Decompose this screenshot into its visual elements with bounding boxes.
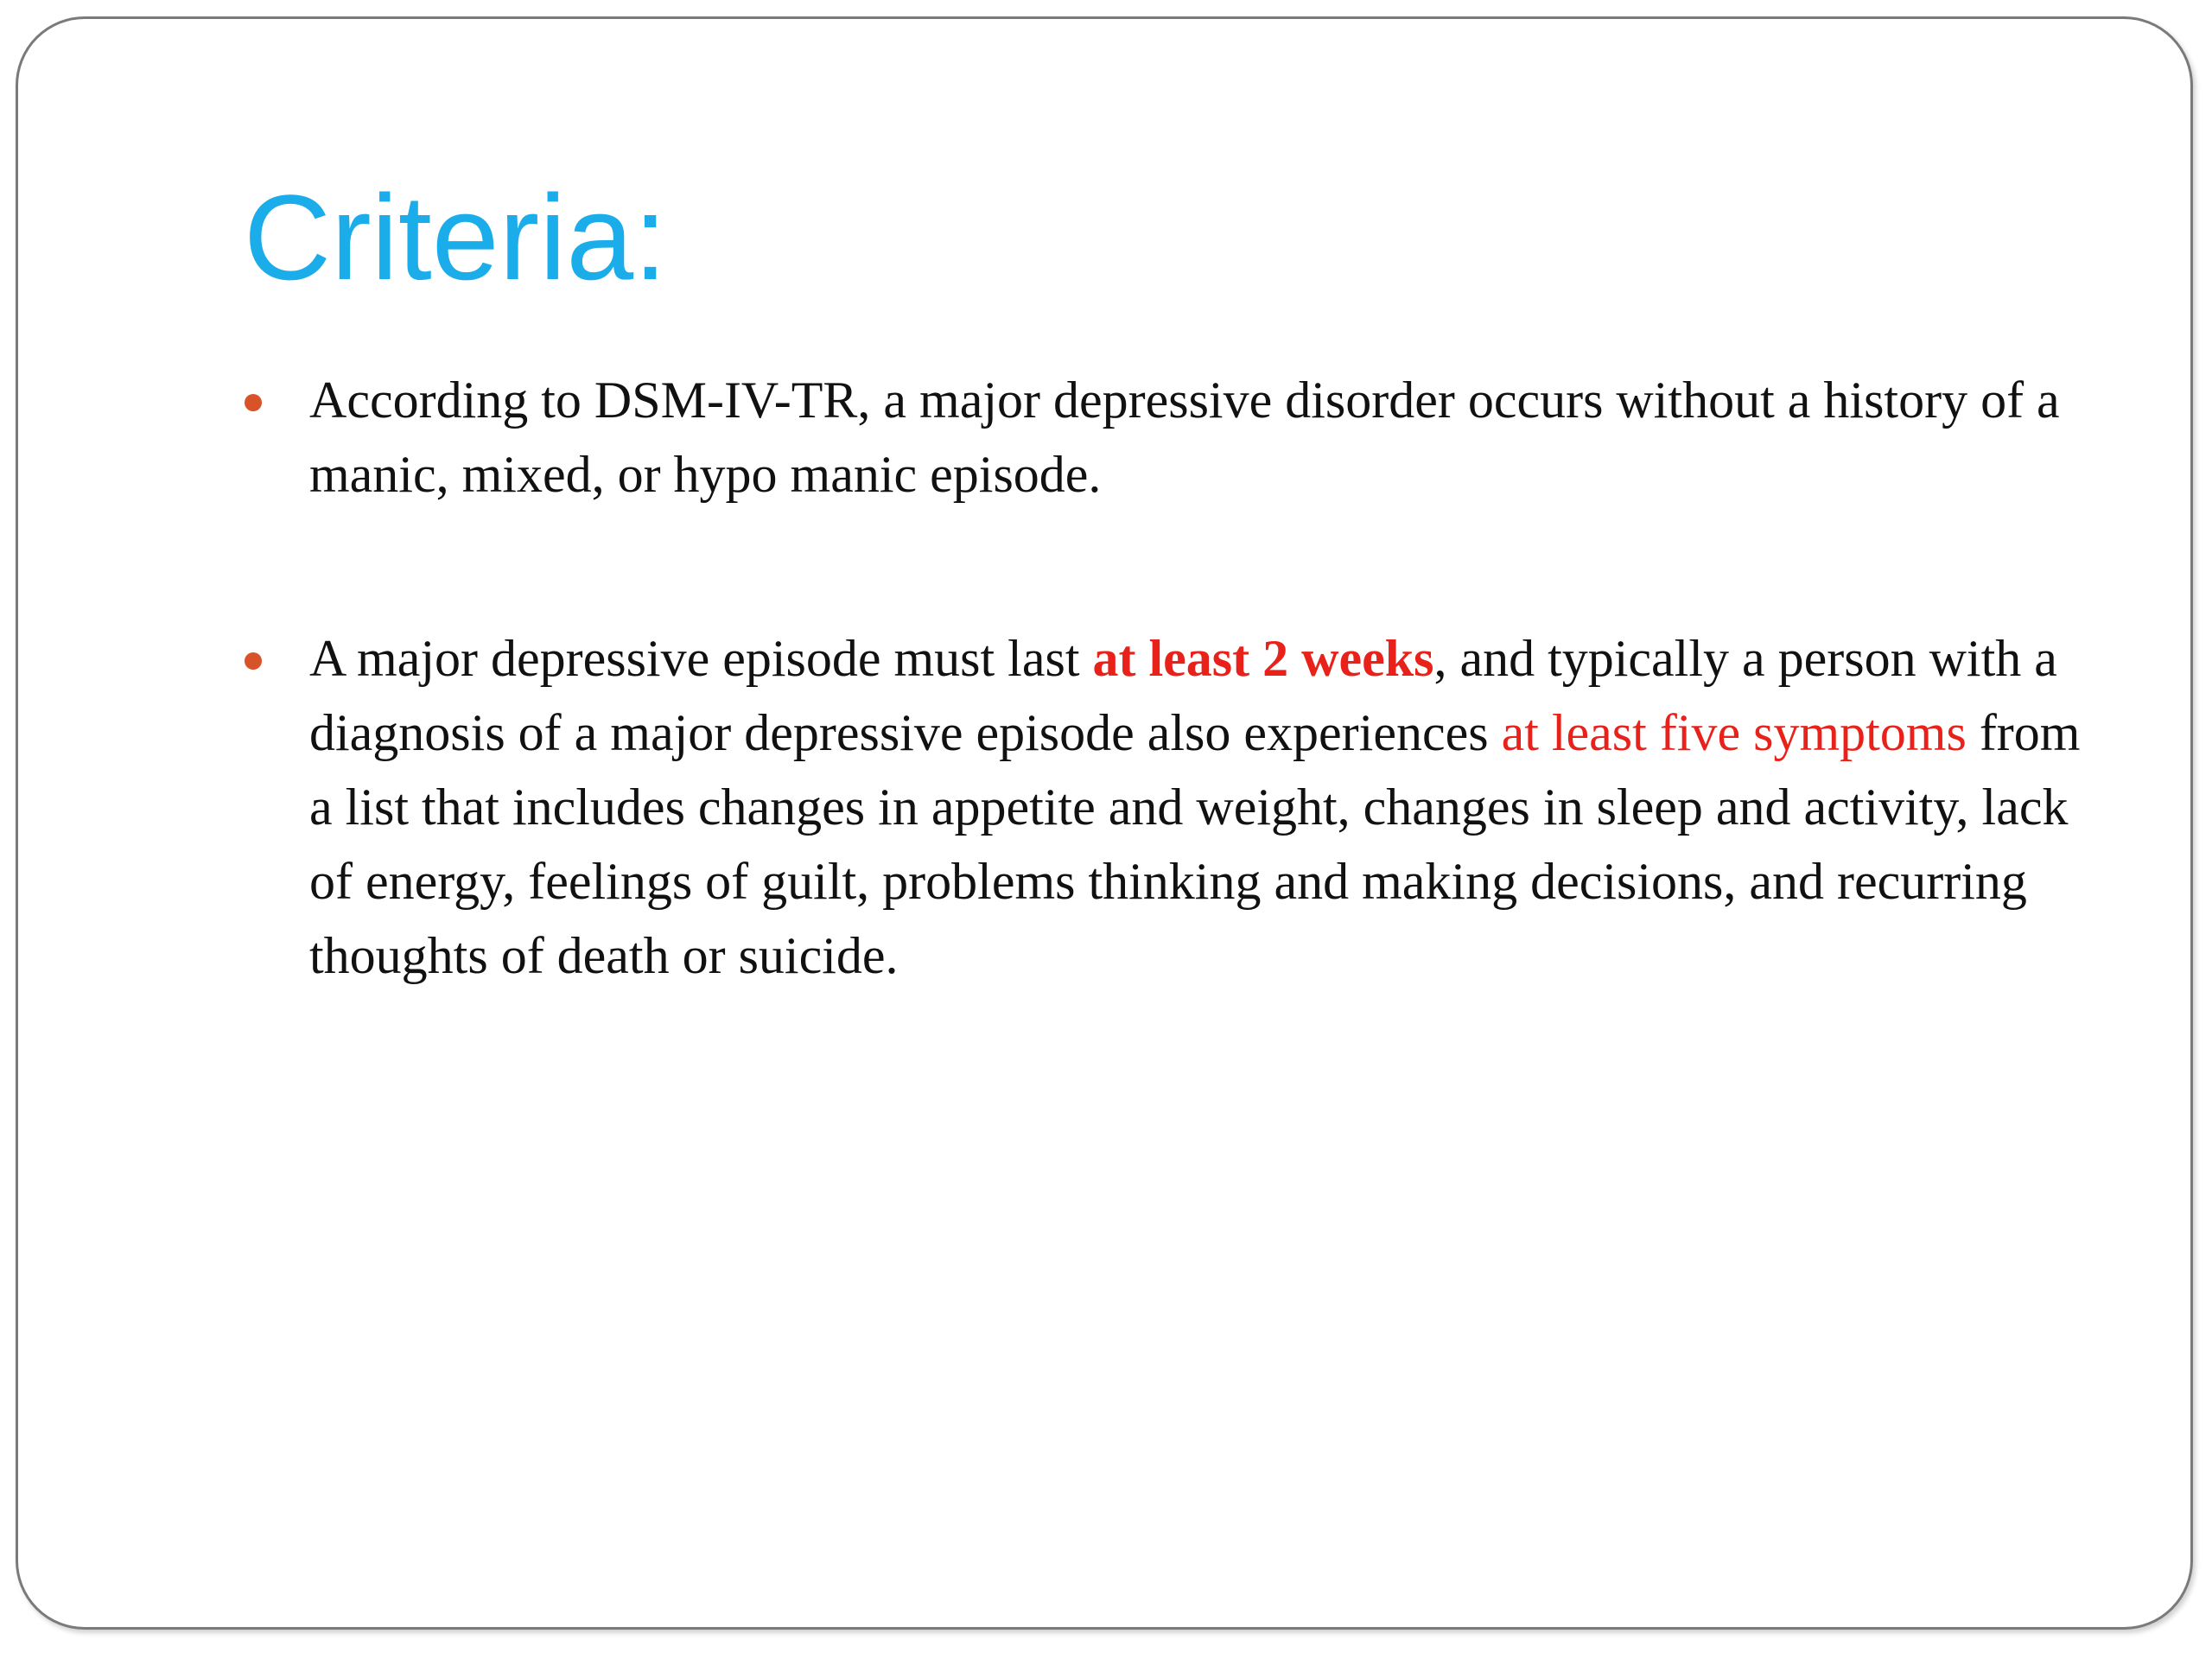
- bullet-text: A major depressive episode must last: [309, 630, 1093, 687]
- bullet-dot-icon: [245, 394, 262, 411]
- bullet-list: [309, 363, 2111, 993]
- bullet-text: According to DSM-IV-TR, a major depressive disorder occurs without a history of a manic, mixed, or hypo manic episode.: [309, 372, 2060, 503]
- bullet-text: , and typically a person with a diagnosis of a major depressive episode also experiences: [309, 630, 2057, 761]
- highlight-symptom-count: at least five symptoms: [1501, 704, 1967, 761]
- bullet-dot-icon: [245, 652, 262, 670]
- bullet-text: from a list that includes changes in appetite and weight, changes in sleep and activity, lack of energy, feelings of guilt, problems thinking and making decisions, and recurring thoughts of death or suicide.: [309, 704, 2081, 984]
- slide-title: Criteria:: [244, 169, 668, 305]
- highlight-duration: at least 2 weeks: [1092, 630, 1434, 687]
- bullet-item: [309, 621, 2111, 993]
- bullet-item: [309, 363, 2111, 512]
